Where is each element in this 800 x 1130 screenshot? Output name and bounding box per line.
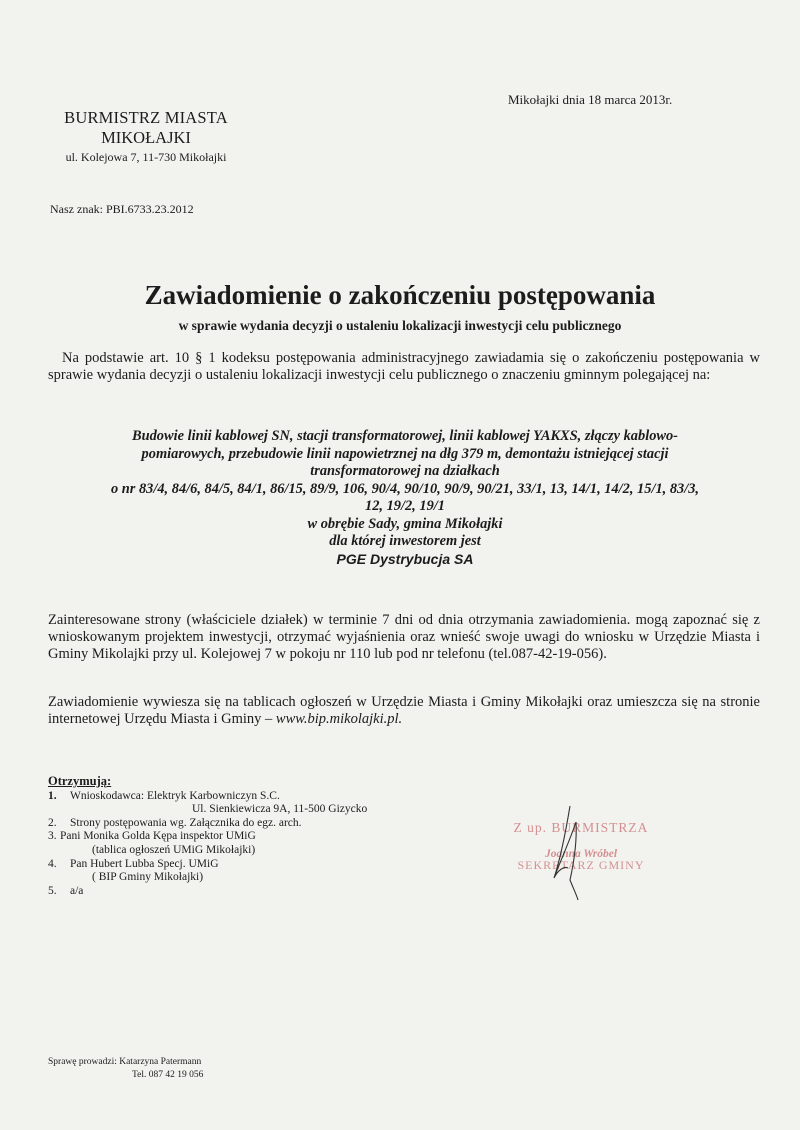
footer-contact xyxy=(48,1056,203,1081)
list-item: 2. Strony postępowania wg. Załącznika do egz. arch. xyxy=(48,816,302,829)
paragraph-parties: Zainteresowane strony (właściciele działek) w terminie 7 dni od dnia otrzymania zawiadomienia. mogą zapoznać się z wnioskowanym projektem inwestycji, otrzymać wyjaśnienia oraz wnieść swoje uwagi do wniosku w Urzędzie Miasta i Gminy Mikolajki przy ul. Kolejowej 7 w pokoju nr 110 lub pod nr telefonu (tel.087-42-19-056). xyxy=(48,612,760,662)
signature-mark xyxy=(530,800,610,905)
subject-line: w obrębie Sady, gmina Mikołajki xyxy=(307,515,503,532)
footer-phone: Tel. 087 42 19 056 xyxy=(132,1069,204,1080)
website-link: www.bip.mikolajki.pl. xyxy=(275,711,403,727)
document-title: Zawiadomienie o zakończeniu postępowania xyxy=(144,280,656,310)
stamp-line3: SEKRETARZ GMINY xyxy=(517,858,645,872)
subject-line: pomiarowych, przebudowie linii napowietrznej na dłg 379 m, demontażu istniejącej stacji xyxy=(141,445,669,462)
paragraph-publication-text: Zawiadomienie wywiesza się na tablicach ogłoszeń w Urzędzie Miasta i Gminy Mikołajki oraz umieszcza się na stronie internetowej Urzędu Miasta i Gminy – xyxy=(48,694,760,727)
list-item: (tablica ogłoszeń UMiG Mikołajki) xyxy=(92,843,256,856)
list-item: 1. Wnioskodawca: Elektryk Karbowniczyn S.C. xyxy=(48,789,280,802)
issuer-block xyxy=(46,108,246,165)
parcel-numbers: 12, 19/2, 19/1 xyxy=(365,498,445,514)
issuer-line2: MIKOŁAJKI xyxy=(101,128,191,147)
recipients-heading: Otrzymują: xyxy=(48,774,112,788)
list-item: ( BIP Gminy Mikołajki) xyxy=(92,871,204,884)
footer-prepared-by: Sprawę prowadzi: Katarzyna Patermann xyxy=(48,1057,202,1067)
recipients-list xyxy=(48,775,367,898)
list-item: 4. Pan Hubert Lubba Specj. UMiG xyxy=(48,857,219,870)
stamp-line1: Z up. BURMISTRZA xyxy=(513,820,649,835)
paragraph-publication xyxy=(48,694,760,728)
intro-paragraph: Na podstawie art. 10 § 1 kodeksu postępowania administracyjnego zawiadamia się o zakończeniu postępowania w sprawie wydania decyzji o ustaleniu lokalizacji inwestycji celu publicznego o znaczeniu gminnym polegającej na: xyxy=(48,350,760,383)
list-item: 5. a/a xyxy=(48,884,84,897)
subject-line: transformatorowej na działkach xyxy=(310,463,500,479)
date-line: Mikołajki dnia 18 marca 2013r. xyxy=(508,92,673,107)
subject-line: dla której inwestorem jest xyxy=(329,533,481,549)
reference-number: Nasz znak: PBI.6733.23.2012 xyxy=(50,202,194,216)
subject-block xyxy=(52,428,758,568)
stamp-line2: Joanna Wróbel xyxy=(544,848,618,860)
issuer-line1: BURMISTRZ MIASTA xyxy=(64,108,228,127)
investor-name: PGE Dystrybucja SA xyxy=(336,550,474,567)
list-item: Ul. Sienkiewicza 9A, 11-500 Gizycko xyxy=(192,803,368,816)
subject-line: Budowie linii kablowej SN, stacji transformatorowej, linii kablowej YAKXS, złączy kablowo- xyxy=(132,428,678,444)
document-subtitle: w sprawie wydania decyzji o ustaleniu lokalizacji inwestycji celu publicznego xyxy=(178,318,622,333)
list-item: 3. Pani Monika Golda Kępa inspektor UMiG xyxy=(48,830,256,843)
parcel-numbers: o nr 83/4, 84/6, 84/5, 84/1, 86/15, 89/9, 106, 90/4, 90/10, 90/9, 90/21, 33/1, 13, 14/1, 14/2, 15/1, 83/3, xyxy=(110,480,700,497)
issuer-address: ul. Kolejowa 7, 11-730 Mikołajki xyxy=(65,150,227,164)
